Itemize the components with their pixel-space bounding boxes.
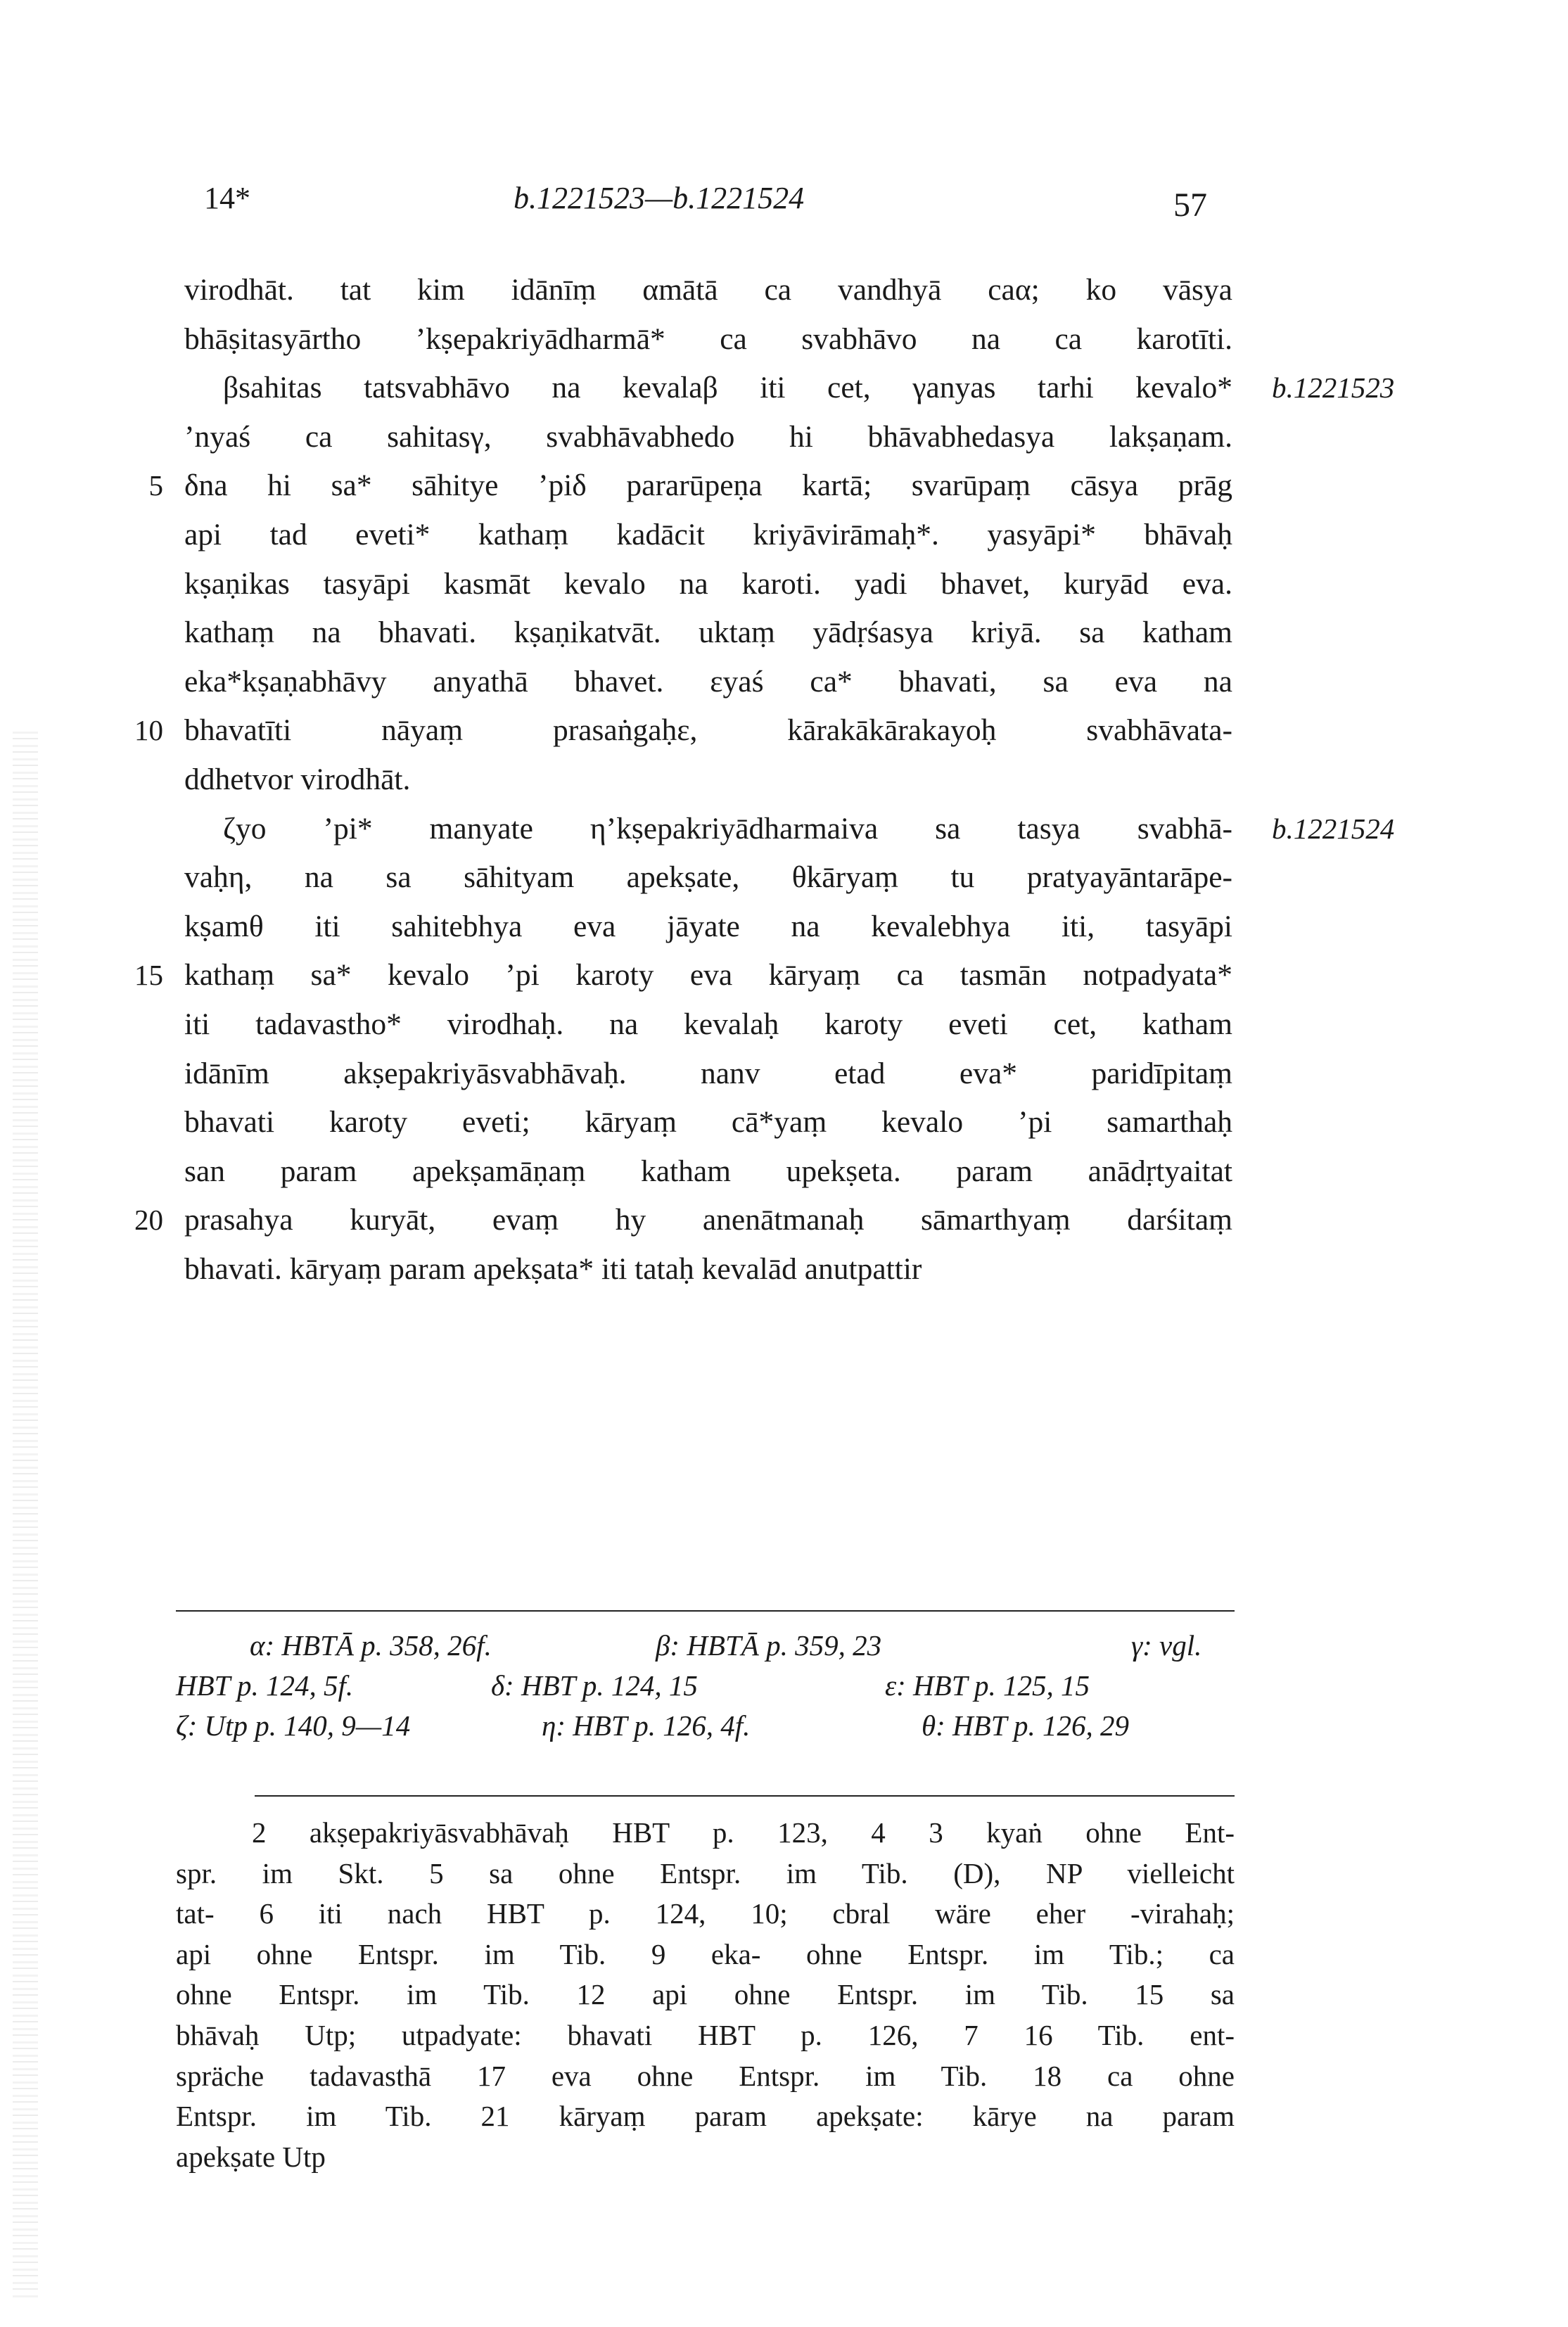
page-label: 14* bbox=[204, 181, 250, 215]
text-line bbox=[184, 413, 1239, 462]
source-note: δ: HBT p. 124, 15 bbox=[491, 1669, 698, 1702]
text-line bbox=[184, 1245, 1239, 1294]
line-text: idānīm akṣepakriyāsvabhāvaḥ. nanv etad eva* paridīpitaṃ bbox=[184, 1056, 1232, 1090]
line-text: ζyo ’pi* manyate η’kṣepakriyādharmaiva sa tasya svabhā- bbox=[223, 811, 1232, 846]
folio-range: b.1221523—b.1221524 bbox=[514, 181, 805, 215]
line-text: vaḥη, na sa sāhityam apekṣate, θkāryaṃ tu pratyayāntarāpe- bbox=[184, 860, 1232, 895]
line-text: bhavati karoty eveti; kāryaṃ cā*yaṃ kevalo ’pi samarthaḥ bbox=[184, 1105, 1232, 1140]
source-note: γ: vgl. bbox=[1131, 1629, 1202, 1662]
text-line bbox=[184, 805, 1395, 854]
line-text: san param apekṣamāṇaṃ katham upekṣeta. param anādṛtyaitat bbox=[184, 1154, 1232, 1188]
text-line bbox=[134, 1196, 1239, 1245]
apparatus-line: api ohne Entspr. im Tib. 9 eka- ohne Entspr. im Tib.; ca bbox=[176, 1937, 1235, 1970]
apparatus-line: bhāvaḥ Utp; utpadyate: bhavati HBT p. 126, 7 16 Tib. ent- bbox=[176, 2018, 1235, 2051]
line-text: virodhāt. tat kim idānīṃ αmātā ca vandhyā caα; ko vāsya bbox=[184, 273, 1232, 307]
line-text: eka*kṣaṇabhāvy anyathā bhavet. εyaś ca* bhavati, sa eva na bbox=[184, 664, 1232, 699]
text-line bbox=[184, 658, 1239, 707]
apparatus-line: spr. im Skt. 5 sa ohne Entspr. im Tib. (D), NP vielleicht bbox=[176, 1856, 1235, 1889]
source-note-line bbox=[176, 1626, 1235, 1666]
apparatus-line: 2 akṣepakriyāsvabhāvaḥ HBT p. 123, 4 3 kyaṅ ohne Ent- bbox=[252, 1816, 1235, 1849]
text-line bbox=[184, 1000, 1239, 1050]
source-note: α: HBTĀ p. 358, 26f. bbox=[250, 1629, 492, 1662]
apparatus-line: apekṣate Utp bbox=[176, 2140, 326, 2173]
text-line bbox=[184, 756, 1239, 805]
apparatus-line: ohne Entspr. im Tib. 12 api ohne Entspr. im Tib. 15 sa bbox=[176, 1978, 1235, 2011]
line-text: bhavatīti nāyaṃ prasaṅgaḥε, kārakākārakayoḥ svabhāvata- bbox=[184, 713, 1232, 748]
source-notes bbox=[176, 1626, 1235, 1746]
line-number: 15 bbox=[134, 959, 163, 992]
line-text: δna hi sa* sāhitye ’piδ pararūpeṇa kartā; svarūpaṃ cāsya prāg bbox=[184, 468, 1232, 503]
apparatus-line: tat- 6 iti nach HBT p. 124, 10; cbral wäre eher -virahaḥ; bbox=[176, 1897, 1235, 1930]
source-note-line bbox=[176, 1706, 1235, 1746]
apparatus-divider bbox=[255, 1795, 1235, 1797]
margin-ref: b.1221524 bbox=[1272, 812, 1395, 845]
line-text: bhāṣitasyārtho ’kṣepakriyādharmā* ca svabhāvo na ca karotīti. bbox=[184, 321, 1232, 356]
text-line bbox=[184, 1098, 1239, 1147]
text-line bbox=[184, 903, 1239, 952]
footnote-divider bbox=[176, 1610, 1235, 1612]
text-line bbox=[184, 266, 1239, 315]
line-text: βsahitas tatsvabhāvo na kevalaβ iti cet, γanyas tarhi kevalo* bbox=[223, 371, 1232, 405]
line-text: kathaṃ sa* kevalo ’pi karoty eva kāryaṃ ca tasmān notpadyata* bbox=[184, 958, 1232, 993]
source-note: ε: HBT p. 125, 15 bbox=[885, 1669, 1090, 1702]
source-note: ζ: Utp p. 140, 9—14 bbox=[176, 1709, 411, 1742]
text-line bbox=[184, 511, 1239, 560]
text-line bbox=[184, 608, 1239, 658]
main-text bbox=[134, 266, 1395, 1294]
apparatus-line: Entspr. im Tib. 21 kāryaṃ param apekṣate: kārye na param bbox=[176, 2100, 1235, 2133]
line-number: 10 bbox=[134, 714, 163, 747]
text-line bbox=[134, 951, 1239, 1000]
margin-ref: b.1221523 bbox=[1272, 371, 1395, 404]
source-note-line bbox=[176, 1666, 1235, 1706]
line-text: iti tadavastho* virodhaḥ. na kevalaḥ karoty eveti cet, katham bbox=[184, 1007, 1232, 1041]
line-number: 5 bbox=[148, 469, 163, 502]
text-line bbox=[148, 461, 1239, 511]
page-number: 57 bbox=[1173, 186, 1207, 224]
source-note: β: HBTĀ p. 359, 23 bbox=[656, 1629, 882, 1662]
line-text: kathaṃ na bhavati. kṣaṇikatvāt. uktaṃ yādṛśasya kriyā. sa katham bbox=[184, 616, 1232, 650]
text-line bbox=[184, 853, 1239, 903]
source-note: HBT p. 124, 5f. bbox=[176, 1669, 354, 1702]
source-note: η: HBT p. 126, 4f. bbox=[542, 1709, 751, 1742]
line-text: api tad eveti* kathaṃ kadācit kriyāvirāmaḥ*. yasyāpi* bhāvaḥ bbox=[184, 517, 1232, 552]
line-text: ’nyaś ca sahitasγ, svabhāvabhedo hi bhāvabhedasya lakṣaṇam. bbox=[184, 419, 1232, 454]
line-text: prasahya kuryāt, evaṃ hy anenātmanaḥ sāmarthyaṃ darśitaṃ bbox=[184, 1203, 1232, 1237]
critical-apparatus bbox=[176, 1813, 1235, 2177]
line-text: bhavati. kāryaṃ param apekṣata* iti tataḥ kevalād anutpattir bbox=[184, 1251, 922, 1286]
apparatus-line: spräche tadavasthā 17 eva ohne Entspr. im Tib. 18 ca ohne bbox=[176, 2059, 1235, 2092]
line-text: kṣamθ iti sahitebhya eva jāyate na kevalebhya iti, tasyāpi bbox=[184, 909, 1232, 943]
text-line bbox=[184, 560, 1239, 609]
text-line bbox=[184, 1147, 1239, 1197]
text-line bbox=[184, 364, 1395, 413]
line-text: kṣaṇikas tasyāpi kasmāt kevalo na karoti. yadi bhavet, kuryād eva. bbox=[184, 566, 1232, 601]
line-text: ddhetvor virodhāt. bbox=[184, 762, 411, 796]
line-number: 20 bbox=[134, 1204, 163, 1237]
text-line bbox=[134, 706, 1239, 756]
scan-edge bbox=[13, 732, 38, 2300]
source-note: θ: HBT p. 126, 29 bbox=[922, 1709, 1130, 1742]
text-line bbox=[184, 1050, 1239, 1099]
text-line bbox=[184, 315, 1239, 364]
